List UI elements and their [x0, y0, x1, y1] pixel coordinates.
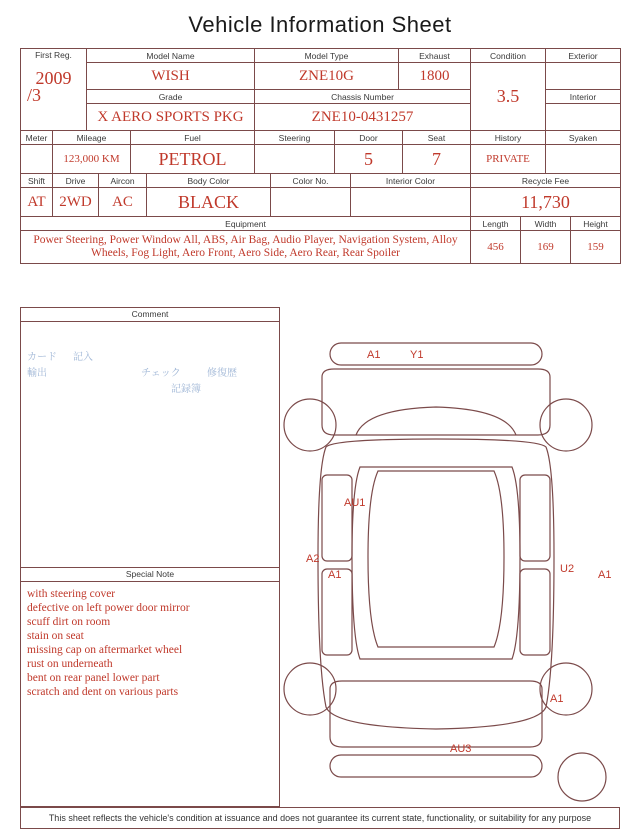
disclaimer-footer: This sheet reflects the vehicle's condition at issuance and does not guarantee its current state, functionality, or suitability for any purpose — [20, 807, 620, 829]
label-grade: Grade — [87, 90, 255, 104]
car-outline-svg — [282, 307, 620, 807]
value-steering — [255, 145, 335, 174]
table-row — [21, 131, 621, 145]
label-drive: Drive — [53, 174, 99, 188]
list-item: scratch and dent on various parts — [27, 686, 179, 698]
watermark-text: カード — [27, 352, 57, 363]
value-aircon: AC — [99, 188, 147, 217]
value-exhaust: 1800 — [399, 63, 471, 90]
table-row — [21, 217, 621, 231]
value-first-reg-month: /3 — [27, 85, 42, 105]
label-interior-color: Interior Color — [351, 174, 471, 188]
table-row — [21, 231, 621, 264]
label-model-name: Model Name — [87, 49, 255, 63]
value-history: PRIVATE — [471, 145, 546, 174]
value-syaken — [546, 145, 621, 174]
table-row — [21, 174, 621, 188]
damage-mark: A1 — [598, 569, 612, 581]
label-chassis-number: Chassis Number — [255, 90, 471, 104]
table-row — [21, 63, 621, 90]
label-seat: Seat — [403, 131, 471, 145]
value-color-no — [271, 188, 351, 217]
damage-mark: AU3 — [450, 743, 472, 755]
label-shift: Shift — [21, 174, 53, 188]
label-condition: Condition — [471, 49, 546, 63]
value-recycle-fee: 11,730 — [471, 188, 621, 217]
list-item: defective on left power door mirror — [27, 602, 190, 614]
label-length: Length — [471, 217, 521, 231]
list-item: rust on underneath — [27, 658, 113, 670]
value-body-color: BLACK — [147, 188, 271, 217]
label-width: Width — [521, 217, 571, 231]
watermark-text: 輸出 — [27, 368, 47, 379]
value-height: 159 — [571, 231, 621, 264]
value-mileage: 123,000 KM — [53, 145, 131, 174]
lower-section — [20, 307, 620, 807]
list-item: bent on rear panel lower part — [27, 672, 160, 684]
value-width: 169 — [521, 231, 571, 264]
damage-mark: A1 — [367, 349, 381, 361]
watermark-text: チェック — [141, 368, 181, 379]
value-drive: 2WD — [53, 188, 99, 217]
value-meter — [21, 145, 53, 174]
damage-mark: A2 — [306, 553, 320, 565]
label-body-color: Body Color — [147, 174, 271, 188]
value-equipment: Power Steering, Power Window All, ABS, Air Bag, Audio Player, Navigation System, Alloy Wheels, Fog Light, Aero Front, Aero Side, Aero Rear, Rear Spoiler — [21, 231, 471, 264]
label-mileage: Mileage — [53, 131, 131, 145]
label-exhaust: Exhaust — [399, 49, 471, 63]
table-row — [21, 145, 621, 174]
damage-mark: Y1 — [410, 349, 424, 361]
label-color-no: Color No. — [271, 174, 351, 188]
special-note-header: Special Note — [21, 567, 279, 582]
damage-mark: U2 — [560, 563, 575, 575]
damage-mark: AU1 — [344, 497, 366, 509]
vehicle-spec-table — [20, 48, 620, 264]
watermark-text: 修復歴 — [207, 368, 237, 379]
value-chassis-number: ZNE10-0431257 — [255, 104, 471, 131]
watermark-text: 記録簿 — [171, 384, 201, 395]
label-syaken: Syaken — [546, 131, 621, 145]
spec-table-main — [20, 48, 621, 131]
label-equipment: Equipment — [21, 217, 471, 231]
value-fuel: PETROL — [131, 145, 255, 174]
table-row — [21, 49, 621, 63]
comment-and-notes-panel — [20, 307, 280, 807]
label-exterior: Exterior — [546, 49, 621, 63]
value-model-name: WISH — [87, 63, 255, 90]
value-length: 456 — [471, 231, 521, 264]
value-interior — [546, 104, 621, 131]
damage-mark: A1 — [550, 693, 564, 705]
value-interior-color — [351, 188, 471, 217]
label-meter: Meter — [21, 131, 53, 145]
value-door: 5 — [335, 145, 403, 174]
spec-table-secondary — [20, 130, 621, 174]
label-steering: Steering — [255, 131, 335, 145]
label-first-reg: First Reg. — [35, 50, 72, 60]
label-history: History — [471, 131, 546, 145]
value-condition: 3.5 — [471, 63, 546, 131]
spec-table-tertiary — [20, 173, 621, 217]
label-height: Height — [571, 217, 621, 231]
value-seat: 7 — [403, 145, 471, 174]
label-door: Door — [335, 131, 403, 145]
list-item: missing cap on aftermarket wheel — [27, 644, 183, 656]
page-title: Vehicle Information Sheet — [188, 12, 452, 37]
value-grade: X AERO SPORTS PKG — [87, 104, 255, 131]
list-item: scuff dirt on room — [27, 616, 111, 628]
cell-first-reg — [21, 49, 87, 131]
label-model-type: Model Type — [255, 49, 399, 63]
list-item: stain on seat — [27, 630, 84, 642]
value-exterior — [546, 63, 621, 90]
damage-mark: A1 — [328, 569, 342, 581]
label-aircon: Aircon — [99, 174, 147, 188]
label-interior: Interior — [546, 90, 621, 104]
vehicle-damage-diagram — [282, 307, 620, 807]
value-shift: AT — [21, 188, 53, 217]
spec-table-equipment — [20, 216, 621, 264]
table-row — [21, 188, 621, 217]
special-note-body — [21, 582, 279, 704]
watermark-text: 記入 — [73, 352, 93, 363]
value-model-type: ZNE10G — [255, 63, 399, 90]
comment-header: Comment — [21, 308, 279, 322]
list-item: with steering cover — [27, 588, 116, 600]
value-first-reg-year: 2009 — [35, 68, 72, 88]
comment-body — [21, 322, 279, 567]
label-fuel: Fuel — [131, 131, 255, 145]
label-recycle-fee: Recycle Fee — [471, 174, 621, 188]
